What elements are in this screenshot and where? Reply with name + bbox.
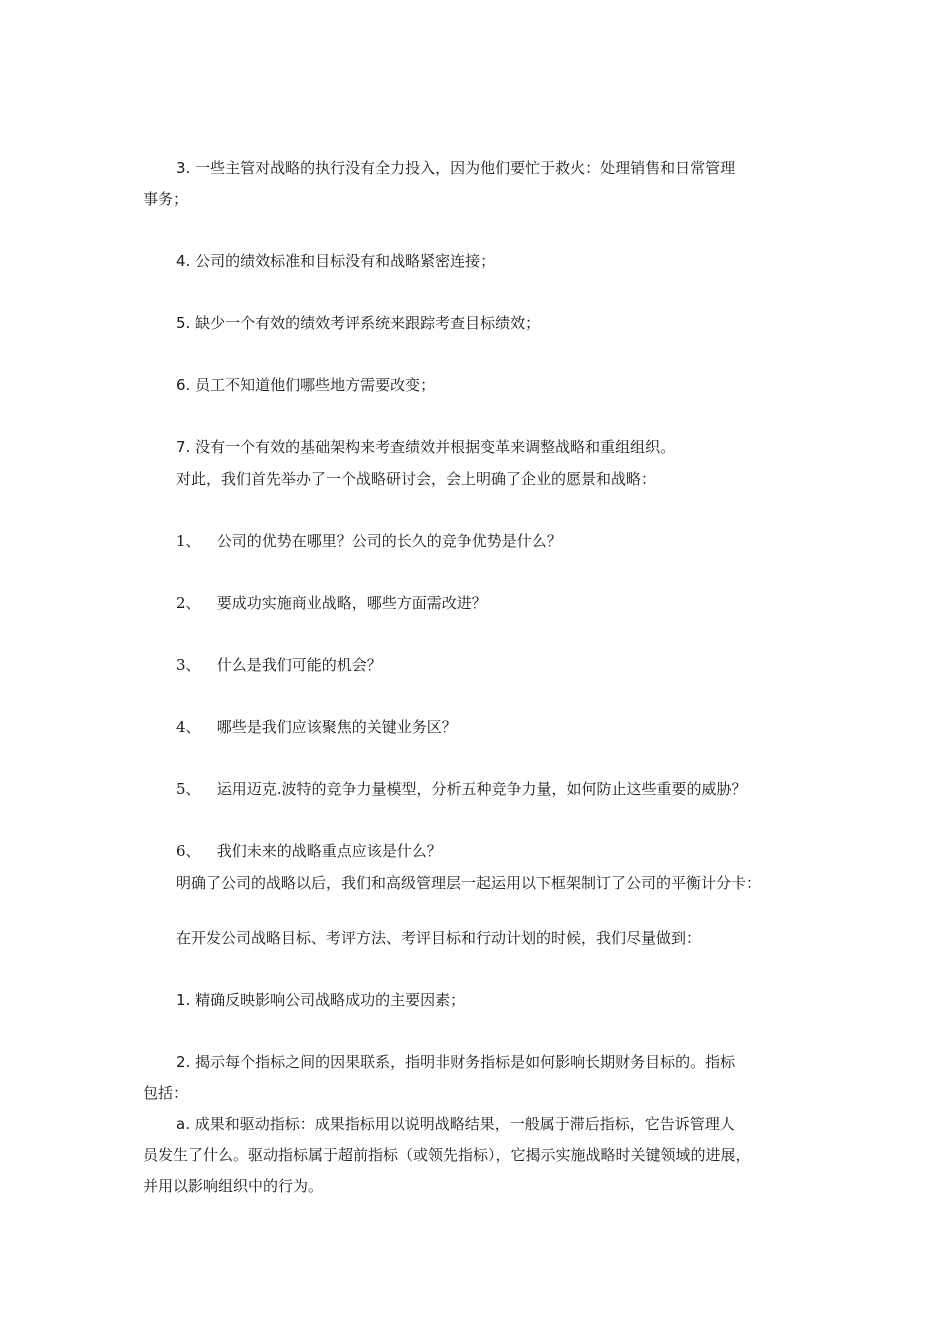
question-number: 1、	[176, 532, 201, 550]
problem-3-text: 一些主管对战略的执行没有全力投入，因为他们要忙于救火：处理销售和日常管理	[195, 159, 736, 177]
question-text: 公司的优势在哪里？公司的长久的竞争优势是什么？	[216, 532, 562, 550]
problem-3-line-1	[176, 158, 735, 178]
question-2	[176, 593, 487, 613]
principle-2-text: 揭示每个指标之间的因果联系，指明非财务指标是如何影响长期财务目标的。指标	[195, 1053, 736, 1071]
problem-4-number: 4.	[176, 252, 191, 270]
problem-5-text: 缺少一个有效的绩效考评系统来跟踪考查目标绩效；	[195, 314, 541, 332]
question-text: 我们未来的战略重点应该是什么？	[216, 842, 442, 860]
sub-item-a-text: 成果和驱动指标：成果指标用以说明战略结果，一般属于滞后指标，它告诉管理人	[194, 1115, 735, 1133]
question-text: 哪些是我们应该聚焦的关键业务区？	[216, 718, 457, 736]
principle-1-text: 精确反映影响公司战略成功的主要因素；	[195, 991, 466, 1009]
principle-2-line-2	[143, 1083, 188, 1103]
problem-7-text: 没有一个有效的基础架构来考查绩效并根据变革来调整战略和重组组织。	[195, 438, 676, 456]
question-6	[176, 841, 442, 861]
question-number: 4、	[176, 718, 201, 736]
sub-item-a-line-3: 并用以影响组织中的行为。	[143, 1177, 324, 1195]
question-number: 5、	[176, 780, 201, 798]
question-3	[176, 655, 382, 675]
principle-2-text-cont: 包括：	[143, 1084, 189, 1102]
sub-item-a-line-1	[176, 1114, 735, 1134]
problem-5	[176, 313, 540, 333]
principle-2-number: 2.	[176, 1053, 191, 1071]
problem-6-text: 员工不知道他们哪些地方需要改变；	[195, 376, 436, 394]
problem-4-text: 公司的绩效标准和目标没有和战略紧密连接；	[195, 252, 496, 270]
problem-4	[176, 251, 495, 271]
question-number: 6、	[176, 842, 201, 860]
problem-6-number: 6.	[176, 376, 191, 394]
problem-3-number: 3.	[176, 159, 191, 177]
sub-item-a-line-2: 员发生了什么。驱动指标属于超前指标（或领先指标），它揭示实施战略时关键领域的进展，	[143, 1146, 751, 1164]
question-text: 什么是我们可能的机会？	[216, 656, 382, 674]
question-1	[176, 531, 562, 551]
problem-5-number: 5.	[176, 314, 191, 332]
question-4	[176, 717, 457, 737]
question-number: 2、	[176, 594, 201, 612]
question-5	[176, 779, 747, 799]
question-text: 运用迈克.波特的竞争力量模型，分析五种竞争力量，如何防止这些重要的威胁？	[216, 780, 747, 798]
problem-3-line-2	[143, 189, 188, 209]
bsc-intro: 明确了公司的战略以后，我们和高级管理层一起运用以下框架制订了公司的平衡计分卡：	[176, 874, 762, 892]
development-intro: 在开发公司战略目标、考评方法、考评目标和行动计划的时候，我们尽量做到：	[176, 929, 702, 947]
principle-1	[176, 990, 465, 1010]
principle-1-number: 1.	[176, 991, 191, 1009]
problem-6	[176, 375, 435, 395]
problem-7	[176, 437, 675, 457]
principle-2-line-1	[176, 1052, 735, 1072]
sub-item-a-label: a.	[176, 1115, 190, 1133]
question-text: 要成功实施商业战略，哪些方面需改进？	[216, 594, 487, 612]
workshop-intro: 对此，我们首先举办了一个战略研讨会，会上明确了企业的愿景和战略：	[176, 470, 657, 488]
question-number: 3、	[176, 656, 201, 674]
problem-7-number: 7.	[176, 438, 191, 456]
problem-3-text-cont: 事务；	[143, 190, 189, 208]
